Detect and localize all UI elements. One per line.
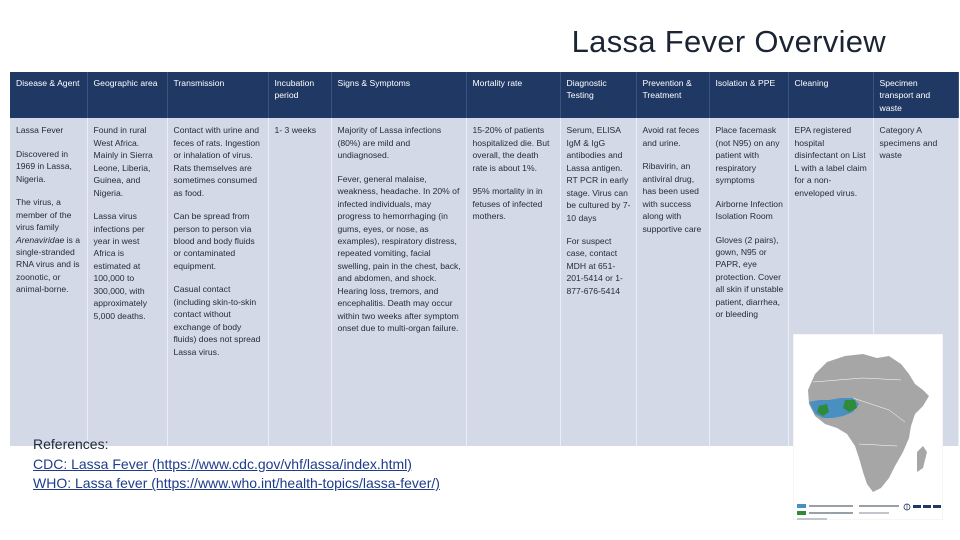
prevention-text: Avoid rat feces and urine. <box>642 125 700 148</box>
header-signs-symptoms: Signs & Symptoms <box>331 72 466 118</box>
cell-geographic-area <box>87 118 167 446</box>
legend-line-source-2 <box>859 512 889 514</box>
header-specimen-transport: Specimen transport and waste <box>873 72 958 118</box>
incubation-value: 1- 3 weeks <box>274 125 317 136</box>
cell-mortality-rate <box>466 118 560 446</box>
header-transmission: Transmission <box>167 72 268 118</box>
disease-name: Lassa Fever <box>16 125 64 136</box>
geo-infections: Lassa virus infections per year in west Africa is estimated at 100,000 to 300,000, with approximately 5,000 deaths. <box>93 211 147 321</box>
cell-disease-agent <box>10 118 87 446</box>
header-disease-agent: Disease & Agent <box>10 72 87 118</box>
cell-transmission <box>167 118 268 446</box>
who-logo <box>904 504 910 511</box>
mortality-overall: 15-20% of patients hospitalized die. But overall, the death rate is about 1%. <box>472 125 550 173</box>
header-geographic-area: Geographic area <box>87 72 167 118</box>
transmission-rodent: Contact with urine and feces of rats. Ingestion or inhalation of virus. Rats themselves are sometimes consumed as food. <box>173 125 260 198</box>
cell-isolation-ppe <box>709 118 788 446</box>
logo-bar-3 <box>933 505 941 508</box>
legend-swatch-cases <box>797 511 806 515</box>
logo-bar-2 <box>923 505 931 508</box>
disease-discovery: Discovered in 1969 in Lassa, Nigeria. <box>16 148 72 184</box>
logo-bar-1 <box>913 505 921 508</box>
map-legend <box>795 501 943 523</box>
references-section <box>33 435 440 494</box>
treatment-text: Ribavirin, an antiviral drug, has been used with success along with supportive care <box>642 161 702 234</box>
cell-prevention-treatment <box>636 118 709 446</box>
virus-family-name: Arenaviridae <box>16 234 65 245</box>
references-heading: References: <box>33 436 109 452</box>
africa-map <box>793 334 943 520</box>
legend-line-endemic <box>809 505 853 507</box>
header-isolation-ppe: Isolation & PPE <box>709 72 788 118</box>
page-title: Lassa Fever Overview <box>571 24 886 59</box>
legend-swatch-endemic <box>797 504 806 508</box>
disease-virus-description: The virus, a member of the virus family Arenaviridae is a single-stranded RNA virus and is zoonotic, or animal-borne. <box>16 197 81 295</box>
table-header-row <box>10 72 958 118</box>
mortality-fetal: 95% mortality in in fetuses of infected mothers. <box>472 186 543 222</box>
legend-line-source <box>859 505 899 507</box>
transmission-person: Can be spread from person to person via blood and body fluids or contaminated equipment. <box>173 211 255 271</box>
legend-line-cases <box>809 512 853 514</box>
reference-link-who[interactable]: WHO: Lassa fever (https://www.who.int/health-topics/lassa-fever/) <box>33 475 440 492</box>
cleaning-text: EPA registered hospital disinfectant on List L with a label claim for a non-enveloped virus. <box>794 125 867 198</box>
isolation-facemask: Place facemask (not N95) on any patient with respiratory symptoms <box>715 125 780 186</box>
header-mortality-rate: Mortality rate <box>466 72 560 118</box>
symptoms-severe: Fever, general malaise, weakness, headache. In 20% of infected individuals, may progress to hemorrhaging (in gums, eyes, or nose, as examples), respiratory distress, repeated vomiting, facial swelling, pain in the chest, back, and abdomen, and shock. Hearing loss, tremors, and encephalitis. Death may occur within two weeks after symptom onset due to multi-organ failure. <box>337 173 461 334</box>
symptoms-mild: Majority of Lassa infections (80%) are mild and undiagnosed. <box>337 125 442 161</box>
isolation-room: Airborne Infection Isolation Room <box>715 198 783 222</box>
specimen-text: Category A specimens and waste <box>879 125 938 161</box>
transmission-casual: Casual contact (including skin-to-skin contact without exchange of body fluids) does not spread Lassa virus. <box>173 284 261 357</box>
cell-diagnostic-testing <box>560 118 636 446</box>
header-cleaning: Cleaning <box>788 72 873 118</box>
reference-link-cdc[interactable]: CDC: Lassa Fever (https://www.cdc.gov/vhf/lassa/index.html) <box>33 455 412 472</box>
diagnostic-contact: For suspect case, contact MDH at 651-201-5414 or 1-877-676-5414 <box>566 235 623 296</box>
header-incubation-period: Incubation period <box>268 72 331 118</box>
header-prevention-treatment: Prevention & Treatment <box>636 72 709 118</box>
isolation-ppe: Gloves (2 pairs), gown, N95 or PAPR, eye protection. Cover all skin if unstable patient, diarrhea, or bleeding <box>715 234 784 320</box>
cell-incubation-period <box>268 118 331 446</box>
header-diagnostic-testing: Diagnostic Testing <box>560 72 636 118</box>
legend-line-3 <box>797 518 827 520</box>
cell-signs-symptoms <box>331 118 466 446</box>
geo-region: Found in rural West Africa. Mainly in Sierra Leone, Liberia, Guinea, and Nigeria. <box>93 125 153 198</box>
diagnostic-methods: Serum, ELISA IgM & IgG antibodies and Lassa antigen. RT PCR in early stage. Virus can be cultured by 7-10 days <box>566 125 631 223</box>
